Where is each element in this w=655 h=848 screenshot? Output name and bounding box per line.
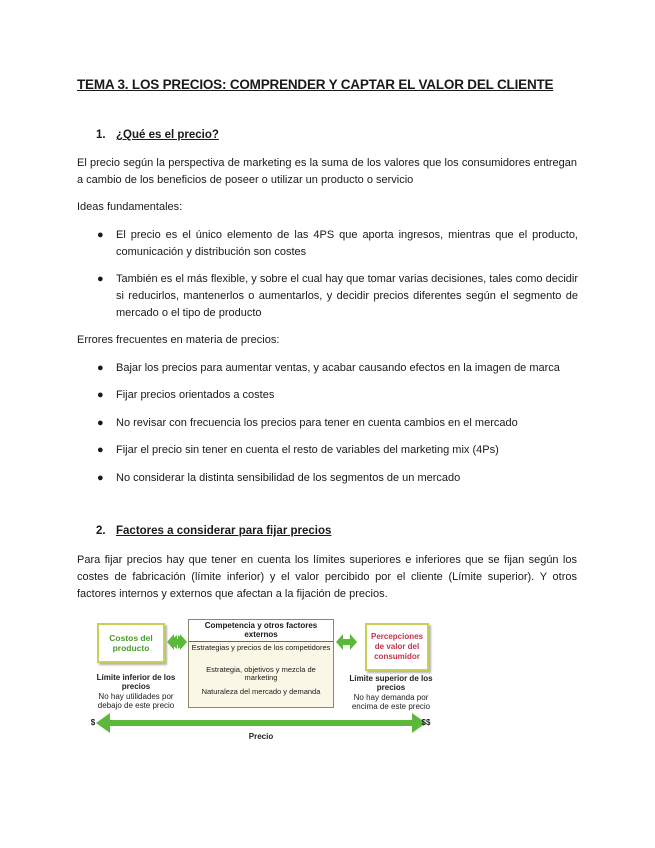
bullet-icon: ●: [97, 362, 104, 374]
consumer-value-box: Percepciones de valor del consumidor: [365, 623, 429, 671]
idea-item: ● El precio es el único elemento de las 4PS que aporta ingresos, mientras que el producto, comunicación y distribución son costes: [97, 229, 578, 258]
price-definition: El precio según la perspectiva de marketing es la suma de los valores que los consumidores entregan a cambio de los beneficios de poseer o utilizar un producto o servicio: [77, 157, 577, 186]
page-title: TEMA 3. LOS PRECIOS: COMPRENDER Y CAPTAR EL VALOR DEL CLIENTE: [77, 77, 554, 92]
product-cost-box: Costos del producto: [97, 623, 165, 663]
bullet-icon: ●: [97, 389, 104, 401]
bullet-icon: ●: [97, 417, 104, 429]
error-item: ● No revisar con frecuencia los precios para tener en cuenta cambios en el mercado: [116, 415, 578, 432]
factor-item: Estrategias y precios de los competidores: [191, 643, 331, 652]
factor-item: Naturaleza del mercado y demanda: [201, 687, 321, 696]
section-1-title: ¿Qué es el precio?: [116, 129, 219, 141]
factor-item: Estrategia, objetivos y mezcla de marketing: [206, 665, 316, 682]
section-2-title: Factores a considerar para fijar precios: [116, 525, 332, 537]
lower-limit-title: Límite inferior de los precios: [96, 673, 176, 691]
upper-limit-desc: No hay demanda por encima de este precio: [351, 693, 431, 711]
pricing-factors-diagram: [86, 614, 436, 744]
bullet-icon: ●: [97, 229, 104, 241]
bullet-icon: ●: [97, 444, 104, 456]
error-item: ● Bajar los precios para aumentar ventas, y acabar causando efectos en la imagen de marca: [116, 360, 578, 377]
left-double-arrow-icon: [167, 634, 187, 650]
right-double-arrow-icon: [336, 634, 357, 650]
price-axis-arrow: [96, 713, 426, 733]
axis-price-label: Precio: [248, 732, 274, 741]
upper-limit-title: Límite superior de los precios: [349, 674, 433, 692]
error-item: ● No considerar la distinta sensibilidad de los segmentos de un mercado: [116, 470, 578, 487]
errors-label: Errores frecuentes en materia de precios:: [77, 334, 280, 346]
ideas-label: Ideas fundamentales:: [77, 201, 183, 213]
axis-low-label: $: [90, 718, 96, 727]
bullet-icon: ●: [97, 472, 104, 484]
idea-item: ● También es el más flexible, y sobre el cual hay que tomar varias decisiones, tales como decidir si reducirlos, mantenerlos o aumentarlos, y decidir precios diferentes según el segmento de mercado o el tipo de producto: [97, 273, 578, 319]
section-2-number: 2.: [96, 525, 106, 537]
external-factors-header: Competencia y otros factores externos: [189, 620, 333, 642]
error-item: ● Fijar precios orientados a costes: [116, 387, 578, 404]
section-1-number: 1.: [96, 129, 106, 141]
error-item: ● Fijar el precio sin tener en cuenta el resto de variables del marketing mix (4Ps): [116, 442, 578, 459]
external-factors-box: [188, 619, 334, 708]
section-1-heading: [96, 129, 219, 141]
axis-high-label: $$: [421, 718, 431, 727]
lower-limit-desc: No hay utilidades por debajo de este precio: [97, 692, 175, 710]
section-2-heading: [96, 525, 331, 537]
bullet-icon: ●: [97, 273, 104, 285]
factors-paragraph: Para fijar precios hay que tener en cuenta los límites superiores e inferiores que se fijan según los costes de fabricación (límite inferior) y el valor percibido por el cliente (Límite superior). Y otros factores internos y externos que afectan a la fijación de precios.: [77, 554, 577, 600]
